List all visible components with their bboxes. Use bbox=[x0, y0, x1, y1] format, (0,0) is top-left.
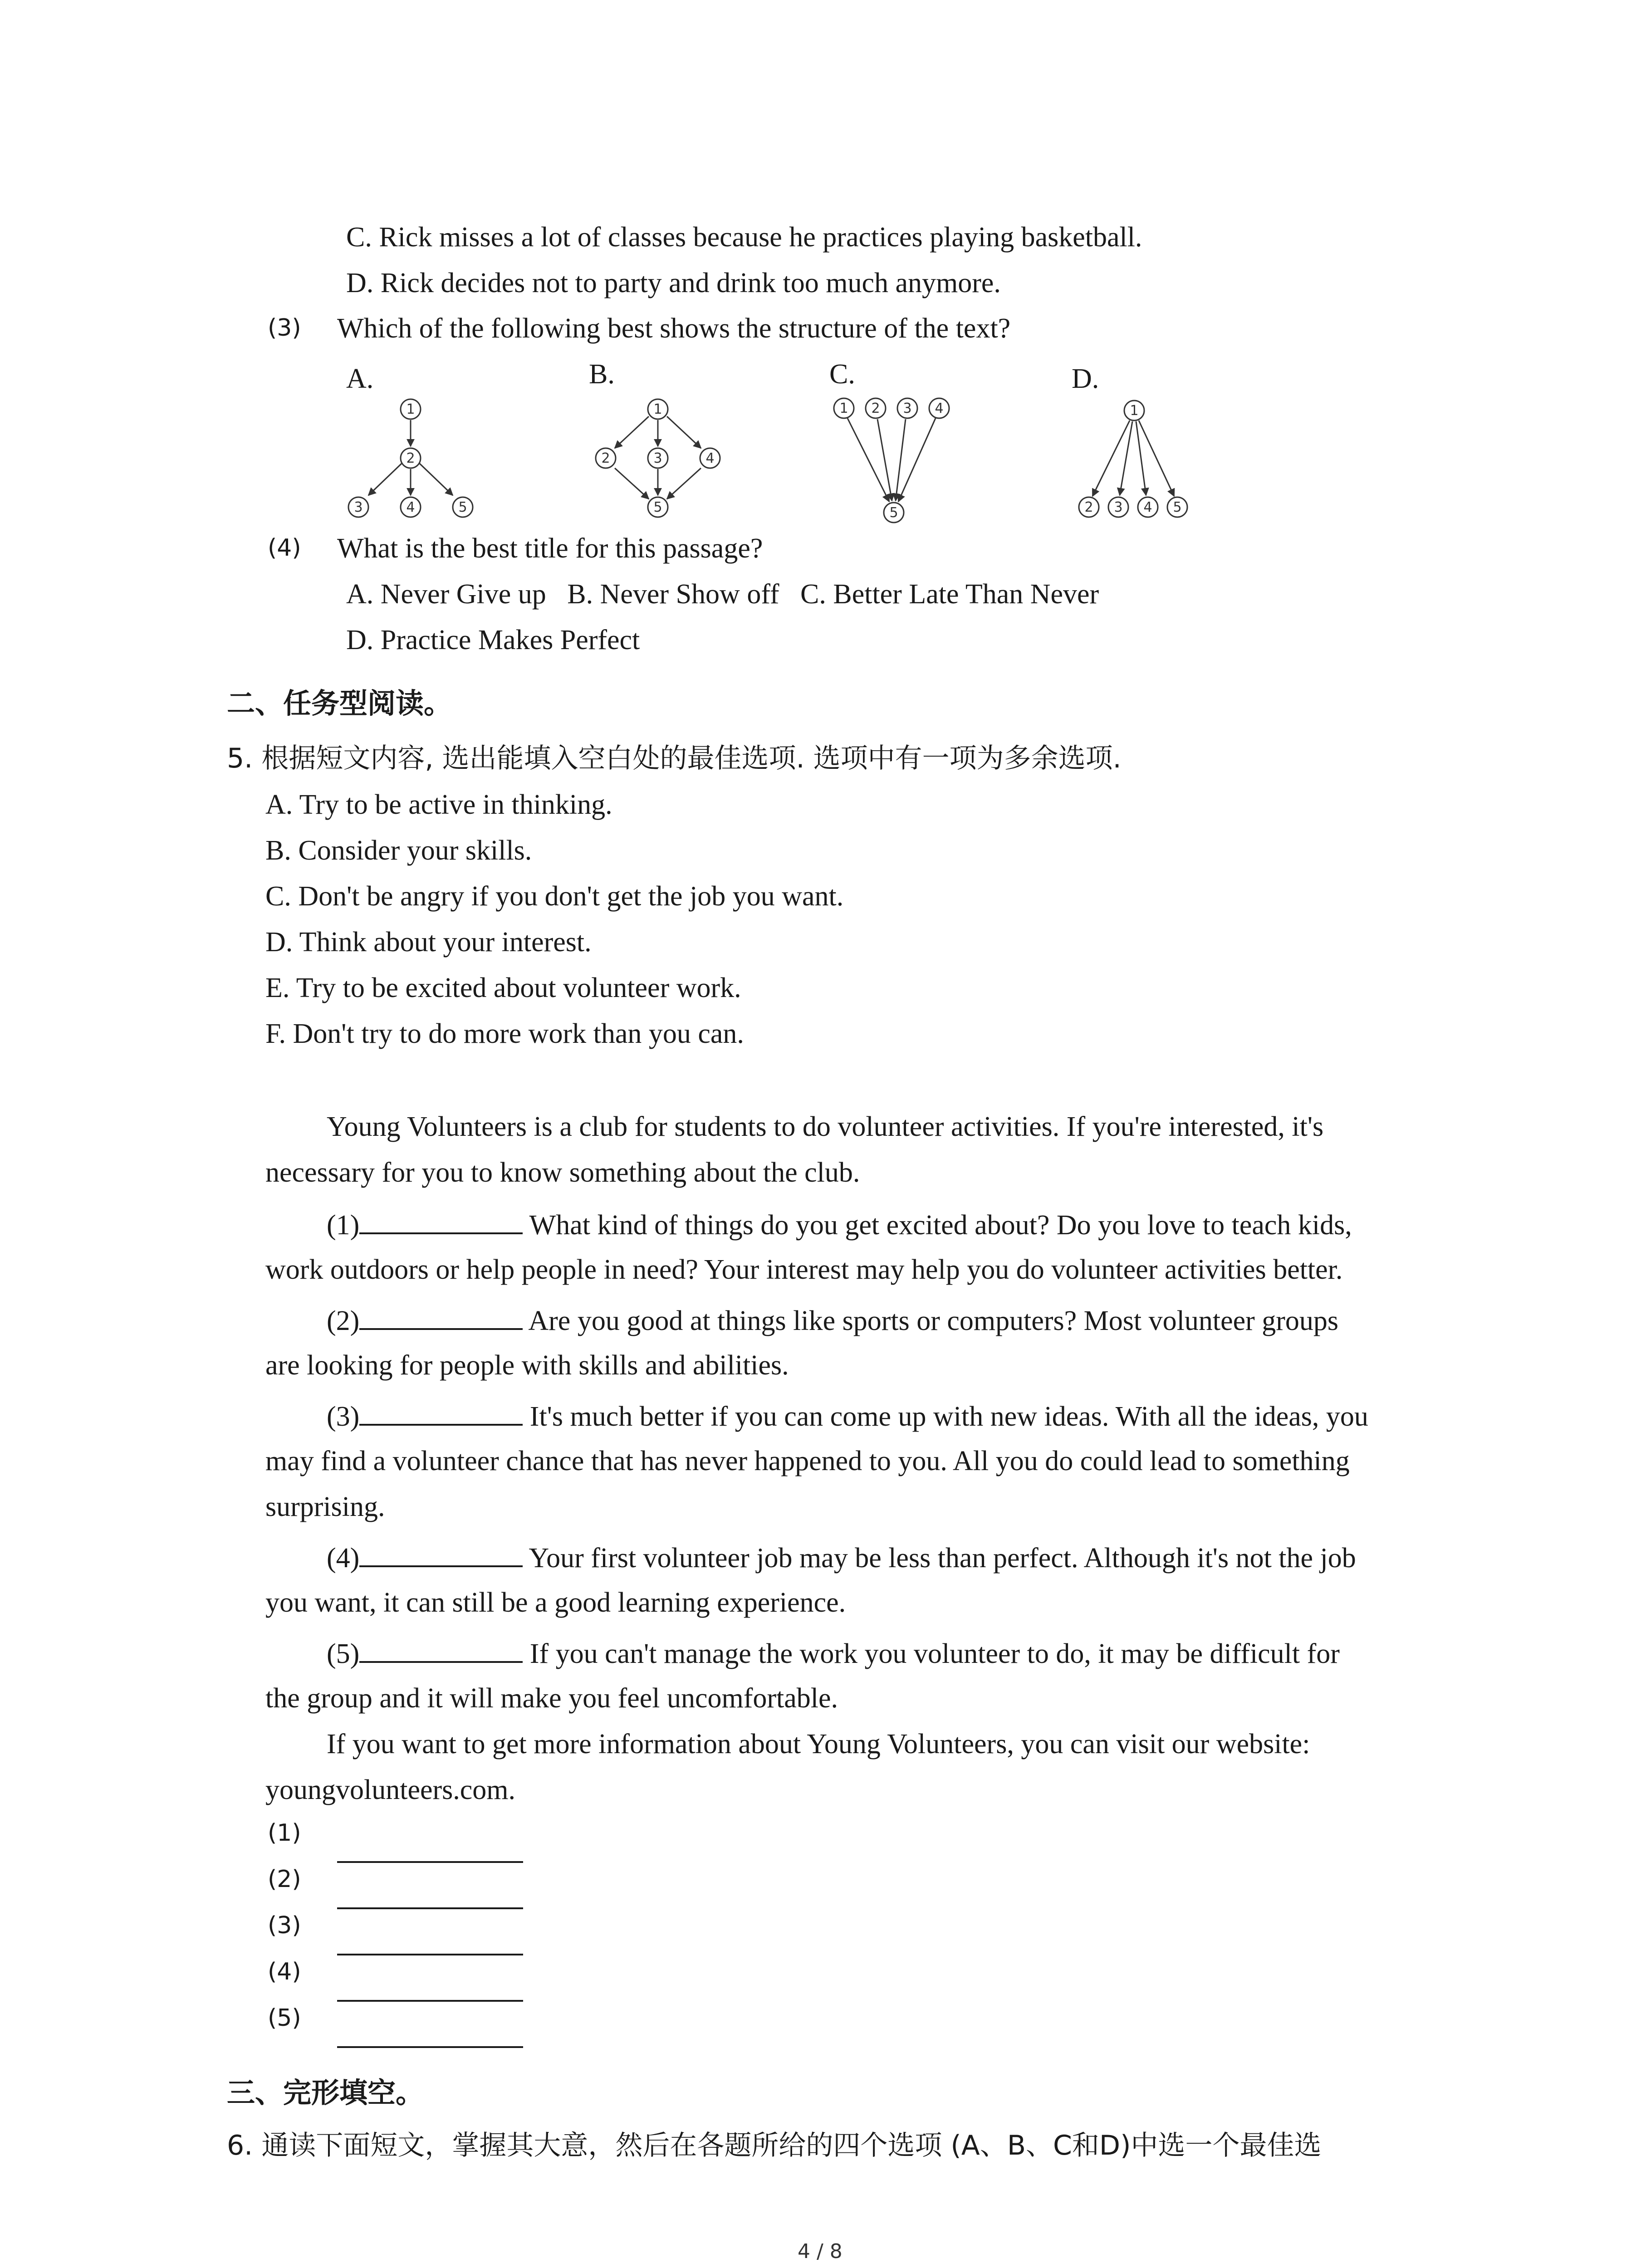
diagram-d-node-1: 1 bbox=[1130, 403, 1139, 419]
blank-1 bbox=[359, 1210, 523, 1234]
q3-label-c: C. bbox=[829, 359, 855, 390]
passage-blank-5-line1 bbox=[327, 1638, 1340, 1668]
blank-3-number: (3) bbox=[327, 1401, 360, 1432]
passage-blank-3-line2: may find a volunteer chance that has never happened to you. All you do could lead to something bbox=[265, 1446, 1350, 1476]
diagram-b-node-4: 4 bbox=[705, 450, 715, 466]
passage-blank-3-line1 bbox=[327, 1401, 1368, 1431]
diagram-d-node-5: 5 bbox=[1173, 499, 1182, 515]
option-a: A. Try to be active in thinking. bbox=[265, 789, 612, 820]
blank-4-number: (4) bbox=[327, 1543, 360, 1574]
option-e: E. Try to be excited about volunteer work. bbox=[265, 973, 741, 1003]
passage-blank-1-line1 bbox=[327, 1210, 1352, 1239]
diagram-b-node-3: 3 bbox=[653, 450, 662, 466]
answer-2-number: (2) bbox=[268, 1866, 301, 1893]
blank-2-number: (2) bbox=[327, 1305, 360, 1336]
diagram-a-node-5: 5 bbox=[458, 499, 467, 515]
answer-1-line[interactable] bbox=[337, 1861, 523, 1863]
passage-blank-4-line1 bbox=[327, 1543, 1356, 1572]
option-f: F. Don't try to do more work than you can. bbox=[265, 1018, 744, 1049]
answer-3-number: (3) bbox=[268, 1912, 301, 1939]
q4-number: (4) bbox=[268, 534, 301, 562]
answer-2-line[interactable] bbox=[337, 1907, 523, 1909]
answer-4-line[interactable] bbox=[337, 2000, 523, 2002]
blank-3-text: It's much better if you can come up with new ideas. With all the ideas, you bbox=[523, 1401, 1368, 1432]
q4-options-line1: A. Never Give up B. Never Show off C. Better Late Than Never bbox=[346, 579, 1099, 610]
answer-5-line[interactable] bbox=[337, 2046, 523, 2048]
q3-label-d: D. bbox=[1072, 363, 1099, 394]
structure-diagram-a bbox=[336, 390, 490, 526]
section-2-instruction: 5. 根据短文内容, 选出能填入空白处的最佳选项. 选项中有一项为多余选项. bbox=[227, 743, 1122, 774]
structure-diagram-d bbox=[1071, 390, 1216, 526]
answer-4-number: (4) bbox=[268, 1958, 301, 1985]
option-d: D. Think about your interest. bbox=[265, 927, 592, 958]
passage-p1-line2: necessary for you to know something about the club. bbox=[265, 1157, 860, 1188]
page-number: 4 / 8 bbox=[798, 2240, 843, 2263]
q3-stem: Which of the following best shows the structure of the text? bbox=[337, 313, 1011, 344]
answer-1-number: (1) bbox=[268, 1819, 301, 1847]
diagram-d-node-4: 4 bbox=[1143, 499, 1152, 515]
blank-1-text: What kind of things do you get excited about? Do you love to teach kids, bbox=[523, 1210, 1352, 1241]
blank-5 bbox=[359, 1638, 523, 1663]
blank-2-text: Are you good at things like sports or computers? Most volunteer groups bbox=[523, 1305, 1339, 1336]
q3-number: (3) bbox=[268, 314, 301, 342]
blank-1-number: (1) bbox=[327, 1210, 360, 1241]
answer-3-line[interactable] bbox=[337, 1954, 523, 1955]
passage-ending-line2: youngvolunteers.com. bbox=[265, 1774, 516, 1805]
passage-blank-3-line3: surprising. bbox=[265, 1491, 385, 1522]
diagram-a-node-3: 3 bbox=[354, 499, 363, 515]
blank-2 bbox=[359, 1305, 523, 1330]
option-b: B. Consider your skills. bbox=[265, 835, 532, 866]
diagram-c-node-5: 5 bbox=[889, 505, 898, 521]
q3-label-a: A. bbox=[346, 363, 374, 394]
diagram-a-node-2: 2 bbox=[406, 450, 415, 466]
passage-p1-line1: Young Volunteers is a club for students to do volunteer activities. If you're interested, it's bbox=[327, 1111, 1324, 1142]
diagram-d-node-3: 3 bbox=[1114, 499, 1123, 515]
diagram-c-node-4: 4 bbox=[935, 401, 944, 416]
q2-option-d: D. Rick decides not to party and drink too much anymore. bbox=[346, 268, 1001, 298]
diagram-a-node-4: 4 bbox=[406, 499, 415, 515]
passage-blank-4-line2: you want, it can still be a good learning experience. bbox=[265, 1587, 846, 1618]
q4-stem: What is the best title for this passage? bbox=[337, 533, 763, 564]
diagram-c-node-1: 1 bbox=[839, 401, 848, 416]
diagram-b-node-1: 1 bbox=[653, 401, 662, 417]
structure-diagram-b bbox=[581, 390, 735, 526]
q4-options-line2: D. Practice Makes Perfect bbox=[346, 625, 640, 655]
section-3-heading: 三、完形填空。 bbox=[227, 2076, 424, 2109]
passage-blank-2-line1 bbox=[327, 1305, 1338, 1335]
diagram-c-node-2: 2 bbox=[871, 401, 880, 416]
answer-5-number: (5) bbox=[268, 2004, 301, 2032]
q3-label-b: B. bbox=[589, 359, 615, 390]
diagram-b-node-5: 5 bbox=[653, 499, 662, 515]
passage-ending-line1: If you want to get more information about Young Volunteers, you can visit our website: bbox=[327, 1729, 1310, 1760]
diagram-c-node-3: 3 bbox=[903, 401, 912, 416]
blank-3 bbox=[359, 1401, 523, 1426]
q2-option-c: C. Rick misses a lot of classes because he practices playing basketball. bbox=[346, 222, 1142, 253]
passage-blank-5-line2: the group and it will make you feel uncomfortable. bbox=[265, 1683, 838, 1714]
blank-4-text: Your first volunteer job may be less than perfect. Although it's not the job bbox=[523, 1543, 1356, 1574]
passage-blank-1-line2: work outdoors or help people in need? Your interest may help you do volunteer activities better. bbox=[265, 1254, 1343, 1285]
blank-5-number: (5) bbox=[327, 1638, 360, 1669]
blank-5-text: If you can't manage the work you volunteer to do, it may be difficult for bbox=[523, 1638, 1340, 1669]
section-2-heading: 二、任务型阅读。 bbox=[227, 687, 452, 720]
diagram-a-node-1: 1 bbox=[406, 401, 415, 417]
blank-4 bbox=[359, 1543, 523, 1567]
section-3-instruction: 6. 通读下面短文，掌握其大意，然后在各题所给的四个选项 (A、B、C和D)中选一个最佳选 bbox=[227, 2130, 1322, 2161]
passage-blank-2-line2: are looking for people with skills and abilities. bbox=[265, 1350, 789, 1381]
option-c: C. Don't be angry if you don't get the job you want. bbox=[265, 881, 844, 912]
diagram-d-node-2: 2 bbox=[1084, 499, 1093, 515]
structure-diagram-c bbox=[826, 390, 971, 531]
diagram-b-node-2: 2 bbox=[601, 450, 610, 466]
